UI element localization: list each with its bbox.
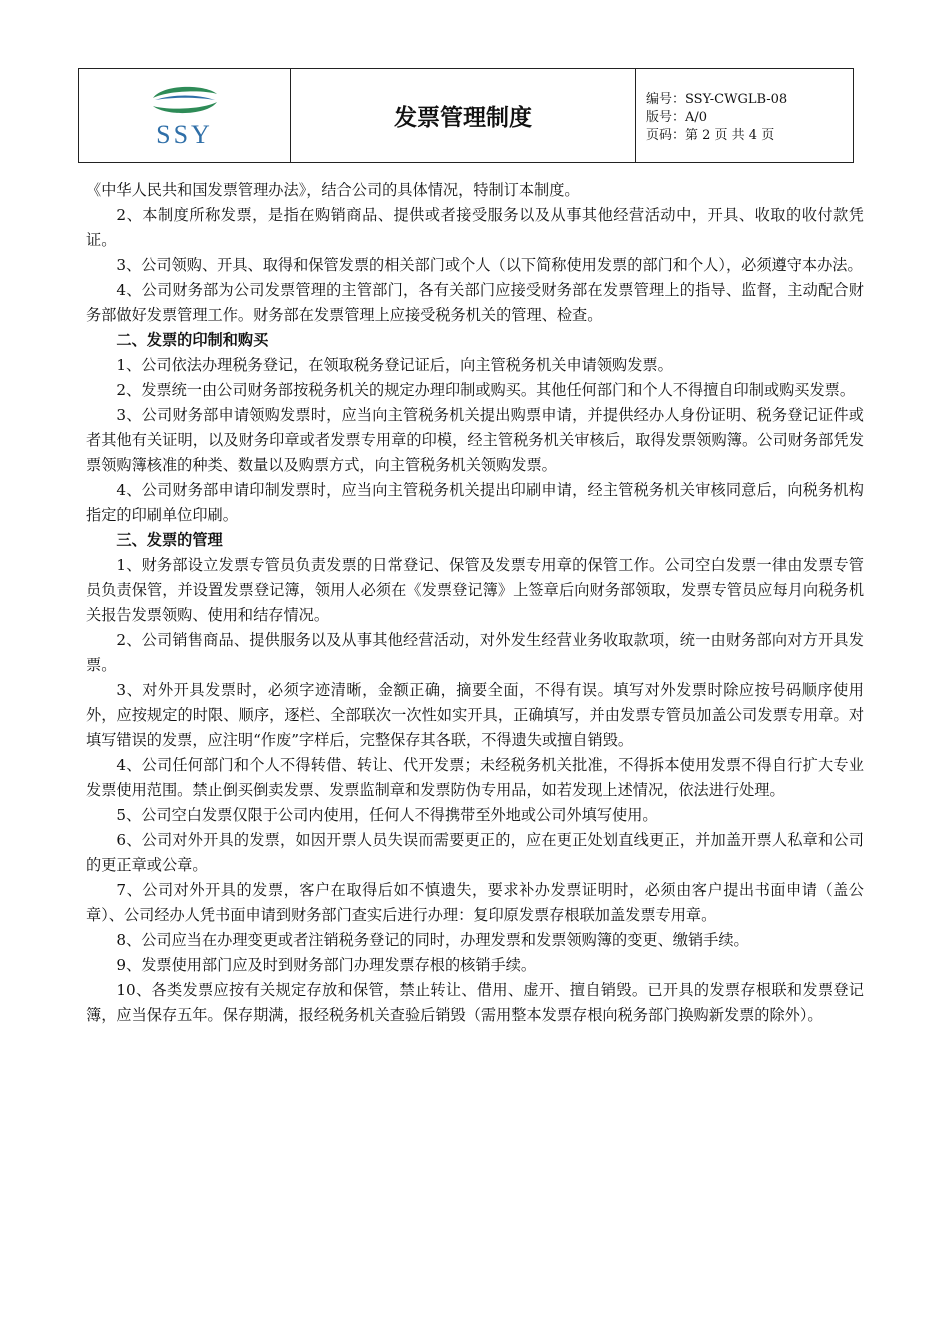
document-header — [78, 68, 854, 163]
doc-number: 编号：SSY-CWGLB-08 — [646, 92, 788, 107]
paragraph: 《中华人民共和国发票管理办法》，结合公司的具体情况，特制订本制度。 — [86, 181, 580, 199]
paragraph: 9、发票使用部门应及时到财务部门办理发票存根的核销手续。 — [116, 956, 537, 974]
document-meta — [636, 69, 853, 162]
paragraph: 3、公司财务部申请领购发票时，应当向主管税务机关提出购票申请，并提供经办人身份证明、税务登记证件或者其他有关证明，以及财务印章或者发票专用章的印模，经主管税务机关审核后，取得发票领购簿。公司财务部凭发票领购簿核准的种类、数量以及购票方式，向主管税务机关领购发票。 — [86, 406, 864, 474]
ssy-logo-icon — [149, 82, 221, 118]
paragraph: 2、公司销售商品、提供服务以及从事其他经营活动，对外发生经营业务收取款项，统一由财务部向对方开具发票。 — [86, 631, 864, 674]
paragraph: 3、公司领购、开具、取得和保管发票的相关部门或个人（以下简称使用发票的部门和个人），必须遵守本办法。 — [116, 256, 863, 274]
doc-version: 版号：A/0 — [646, 110, 708, 125]
paragraph: 6、公司对外开具的发票，如因开票人员失误而需要更正的，应在更正处划直线更正，并加盖开票人私章和公司的更正章或公章。 — [86, 831, 864, 874]
document-title: 发票管理制度 — [291, 69, 636, 162]
logo-cell — [79, 69, 291, 162]
paragraph: 2、本制度所称发票，是指在购销商品、提供或者接受服务以及从事其他经营活动中，开具、收取的收付款凭证。 — [86, 206, 864, 249]
paragraph: 1、财务部设立发票专管员负责发票的日常登记、保管及发票专用章的保管工作。公司空白发票一律由发票专管员负责保管，并设置发票登记簿，领用人必须在《发票登记簿》上签章后向财务部领取，发票专管员应每月向税务机关报告发票领购、使用和结存情况。 — [86, 556, 864, 624]
document-body — [86, 178, 864, 1028]
paragraph: 7、公司对外开具的发票，客户在取得后如不慎遗失，要求补办发票证明时，必须由客户提出书面申请（盖公章）、公司经办人凭书面申请到财务部门查实后进行办理：复印原发票存根联加盖发票专用章。 — [86, 881, 864, 924]
paragraph: 4、公司财务部为公司发票管理的主管部门，各有关部门应接受财务部在发票管理上的指导、监督，主动配合财务部做好发票管理工作。财务部在发票管理上应接受税务机关的管理、检查。 — [86, 281, 864, 324]
paragraph: 8、公司应当在办理变更或者注销税务登记的同时，办理发票和发票领购簿的变更、缴销手续。 — [116, 931, 749, 949]
logo-text: SSY — [156, 119, 213, 149]
paragraph: 10、各类发票应按有关规定存放和保管，禁止转让、借用、虚开、擅自销毁。已开具的发票存根联和发票登记簿，应当保存五年。保存期满，报经税务机关查验后销毁（需用整本发票存根向税务部门换购新发票的除外）。 — [86, 981, 864, 1024]
paragraph: 4、公司任何部门和个人不得转借、转让、代开发票；未经税务机关批准，不得拆本使用发票不得自行扩大专业发票使用范围。禁止倒买倒卖发票、发票监制章和发票防伪专用品，如若发现上述情况，依法进行处理。 — [86, 756, 864, 799]
paragraph: 3、对外开具发票时，必须字迹清晰，金额正确，摘要全面，不得有误。填写对外发票时除应按号码顺序使用外，应按规定的时限、顺序，逐栏、全部联次一次性如实开具，正确填写，并由发票专管员加盖公司发票专用章。对填写错误的发票，应注明“作废”字样后，完整保存其各联，不得遗失或擅自销毁。 — [86, 681, 864, 749]
paragraph: 5、公司空白发票仅限于公司内使用，任何人不得携带至外地或公司外填写使用。 — [116, 806, 658, 824]
page-number: 页码：第 2 页 共 4 页 — [646, 128, 775, 143]
paragraph: 1、公司依法办理税务登记，在领取税务登记证后，向主管税务机关申请领购发票。 — [116, 356, 673, 374]
paragraph: 2、发票统一由公司财务部按税务机关的规定办理印制或购买。其他任何部门和个人不得擅自印制或购买发票。 — [116, 381, 856, 399]
section-heading: 三、发票的管理 — [116, 531, 223, 549]
paragraph: 4、公司财务部申请印制发票时，应当向主管税务机关提出印刷申请，经主管税务机关审核同意后，向税务机构指定的印刷单位印刷。 — [86, 481, 864, 524]
section-heading: 二、发票的印制和购买 — [116, 331, 269, 349]
